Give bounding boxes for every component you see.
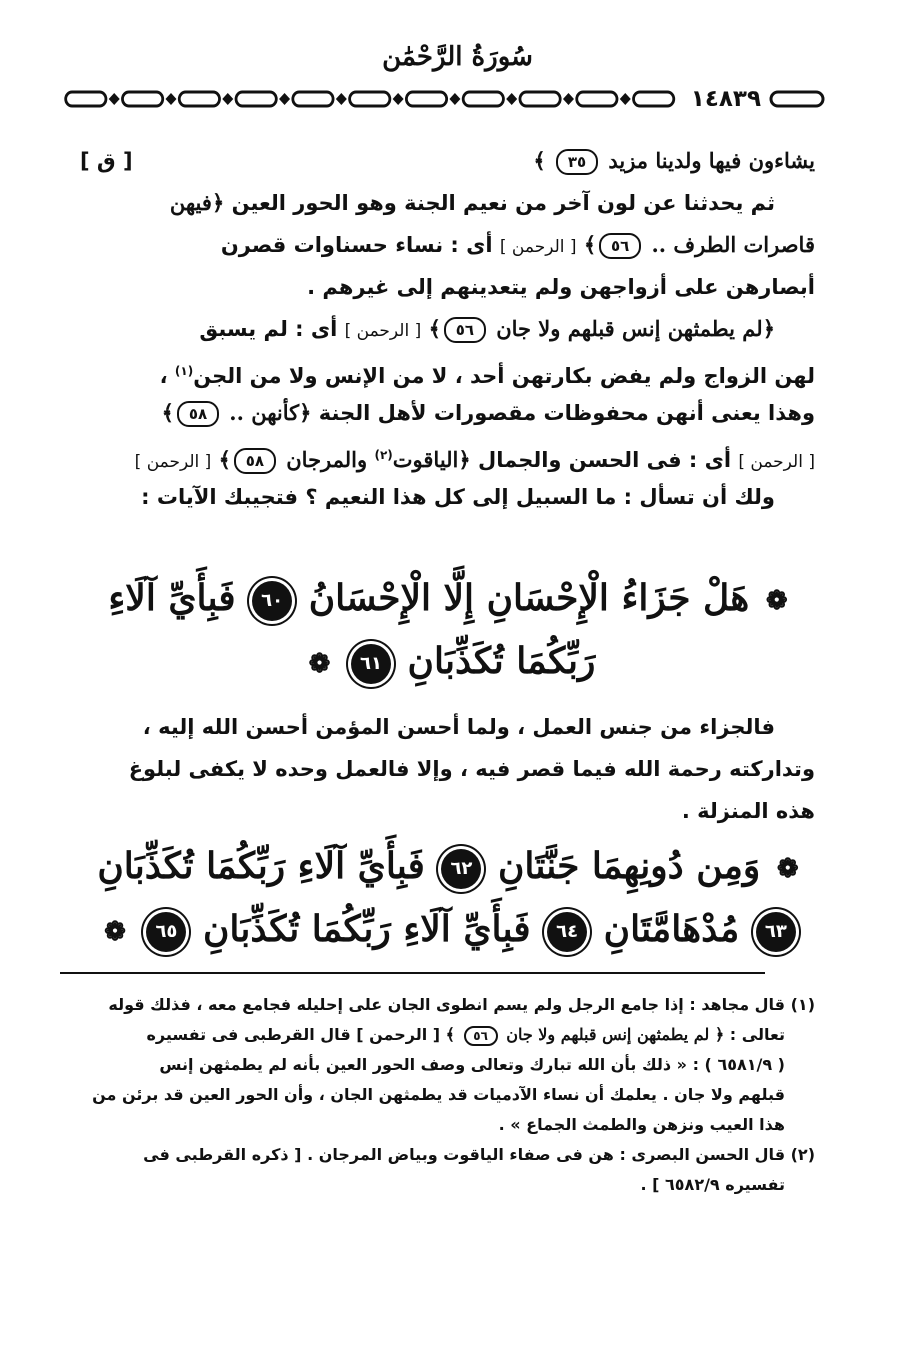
footnote-text: ﴾ [ الرحمن ] قال القرطبى فى تفسيره bbox=[146, 1025, 456, 1044]
flourish-icon: ❁ bbox=[776, 854, 799, 884]
footnote-text: هذا العيب ونزهن والطمث الجماع » . bbox=[498, 1115, 785, 1134]
body-text: أى : نساء حسناوات قصرن bbox=[220, 233, 493, 257]
body-text: ولك أن تسأل : ما السبيل إلى كل هذا النعيم ؟ فتجيبك الآيات : bbox=[141, 485, 775, 509]
verse-number-medallion: ٦٠ bbox=[252, 581, 292, 621]
flourish-icon: ❁ bbox=[765, 586, 788, 616]
body-text: لهن الزواج ولم يفض بكارتهن أحد ، لا من الإنس ولا من الجن bbox=[193, 364, 815, 388]
verse-text: مُدْهَامَّتَانِ bbox=[603, 908, 740, 950]
text-line: يشاءون فيها ولدينا مزيد ٣٥ ﴾ [ ق ] bbox=[80, 140, 815, 182]
surah-reference: [ ق ] bbox=[80, 149, 133, 173]
verse-text: هَلْ جَزَاءُ الْإِحْسَانِ إِلَّا الْإِحْسَانُ bbox=[308, 577, 750, 619]
text-line: وهذا يعنى أنهن محفوظات مقصورات لأهل الجنة ﴿كأنهن .. ٥٨﴾ bbox=[161, 400, 815, 425]
footnote-divider bbox=[60, 972, 765, 974]
verse-text: فَبِأَيِّ آلَاءِ رَبِّكُمَا تُكَذِّبَانِ bbox=[202, 908, 531, 950]
quran-text: يشاءون فيها ولدينا مزيد bbox=[608, 148, 815, 173]
quran-text: قاصرات الطرف .. bbox=[651, 232, 815, 257]
body-text: وهذا يعنى أنهن محفوظات مقصورات لأهل الجنة bbox=[318, 401, 815, 425]
surah-reference: [ الرحمن ] bbox=[134, 452, 212, 472]
body-text: فالجزاء من جنس العمل ، ولما أحسن المؤمن أحسن الله إليه ، bbox=[142, 715, 775, 739]
footnote-marker: (١) bbox=[174, 364, 194, 378]
verse-line bbox=[80, 836, 820, 899]
flourish-icon: ❁ bbox=[308, 649, 331, 679]
body-text: أبصارهن على أزواجهن ولم يتعدينهم إلى غيرهم . bbox=[307, 275, 815, 299]
body-text: أى : لم يسبق bbox=[199, 317, 338, 341]
footnote-marker: (٢) bbox=[374, 448, 393, 462]
verse-number-medallion: ٦٢ bbox=[441, 849, 481, 889]
ayah-number: ٥٨ bbox=[234, 448, 276, 474]
surah-reference: [ الرحمن ] bbox=[499, 237, 577, 257]
ayah-number: ٥٦ bbox=[444, 317, 486, 343]
verse-line bbox=[80, 899, 820, 962]
ayah-number: ٣٥ bbox=[556, 149, 598, 175]
quran-text: الياقوت bbox=[392, 447, 459, 472]
verse-number-medallion: ٦٥ bbox=[146, 912, 186, 952]
quran-text: كأنهن .. bbox=[229, 400, 300, 425]
chain-end-icon bbox=[767, 84, 827, 114]
footnote-text: (٢) قال الحسن البصرى : هن فى صفاء الياقوت وبياض المرجان . [ ذكره القرطبى فى bbox=[143, 1145, 815, 1164]
quran-verses-block-1 bbox=[80, 568, 820, 694]
verse-line bbox=[80, 568, 820, 631]
verse-text: فَبِأَيِّ آلَاءِ bbox=[108, 577, 236, 619]
verse-text: وَمِن دُونِهِمَا جَنَّتَانِ bbox=[497, 845, 761, 887]
quran-text: ﴿ لم يطمثهن إنس قبلهم ولا جان bbox=[506, 1025, 725, 1044]
body-text: أى : فى الحسن والجمال bbox=[478, 448, 732, 472]
verse-number-medallion: ٦٣ bbox=[756, 912, 796, 952]
footnote-text: تفسيره ٦٥٨٢/٩ ] . bbox=[640, 1175, 785, 1194]
quran-text: والمرجان bbox=[286, 447, 368, 472]
verse-number-medallion: ٦١ bbox=[351, 644, 391, 684]
footnote-text: ( ٦٥٨١/٩ ) : « ذلك بأن الله تبارك وتعالى وصف الحور العين بأنه لم يطمثهن إنس bbox=[159, 1055, 785, 1074]
ayah-number: ٥٦ bbox=[464, 1026, 498, 1046]
ayah-number: ٥٨ bbox=[177, 401, 219, 427]
text-line: ﴿لم يطمثهن إنس قبلهم ولا جان ٥٦﴾ [ الرحمن ] أى : لم يسبق bbox=[199, 316, 775, 341]
chain-ornament-icon bbox=[62, 84, 685, 114]
footnotes bbox=[72, 990, 815, 1200]
footnote-text: (١) قال مجاهد : إذا جامع الرجل ولم يسم انطوى الجان على إحليله فجامع معه ، فذلك قوله bbox=[108, 995, 815, 1014]
header-ornament bbox=[62, 84, 827, 114]
quran-verses-block-2 bbox=[80, 836, 820, 962]
text-line: قاصرات الطرف .. ٥٦﴾ [ الرحمن ] أى : نساء حسناوات قصرن bbox=[220, 232, 815, 257]
text-line: ثم يحدثنا عن لون آخر من نعيم الجنة وهو الحور العين ﴿فيهن bbox=[169, 190, 775, 215]
surah-reference: [ الرحمن ] bbox=[344, 321, 422, 341]
footnote-text: قبلهم ولا جان . يعلمك أن نساء الآدميات قد يطمثهن الجان ، وأن الحور العين قد برئن من bbox=[92, 1085, 785, 1104]
text-line bbox=[80, 476, 815, 518]
flourish-icon: ❁ bbox=[104, 917, 126, 947]
quran-text: لم يطمثهن إنس قبلهم ولا جان bbox=[496, 316, 763, 341]
page-number: ١٤٨٣٩ bbox=[690, 86, 761, 112]
verse-line bbox=[80, 631, 820, 694]
ayah-number: ٥٦ bbox=[599, 233, 641, 259]
tafsir-paragraph-2 bbox=[80, 706, 815, 832]
body-text: هذه المنزلة . bbox=[681, 799, 815, 823]
verse-number-medallion: ٦٤ bbox=[547, 912, 587, 952]
footnote-text: تعالى : bbox=[729, 1025, 785, 1044]
body-text: ثم يحدثنا عن لون آخر من نعيم الجنة وهو الحور العين bbox=[231, 191, 775, 215]
text-line bbox=[80, 350, 815, 392]
body-text: ، bbox=[159, 364, 168, 388]
tafsir-paragraph-1 bbox=[80, 140, 815, 518]
quran-text: فيهن bbox=[169, 190, 212, 215]
body-text: وتداركته رحمة الله فيما قصر فيه ، وإلا فالعمل وحده لا يكفى لبلوغ bbox=[128, 757, 815, 781]
text-line bbox=[80, 266, 815, 308]
footnote-text bbox=[72, 1020, 815, 1050]
verse-text: رَبِّكُمَا تُكَذِّبَانِ bbox=[407, 640, 596, 682]
surah-reference: [ الرحمن ] bbox=[738, 452, 815, 472]
verse-text: فَبِأَيِّ آلَاءِ رَبِّكُمَا تُكَذِّبَانِ bbox=[97, 845, 425, 887]
surah-title: سُورَةُ الرَّحْمَٰن bbox=[382, 42, 533, 72]
text-line: [ الرحمن ] أى : فى الحسن والجمال ﴿الياقوت$^{(٢)}$ والمرجان ٥٨﴾ [ الرحمن ] bbox=[134, 447, 815, 472]
